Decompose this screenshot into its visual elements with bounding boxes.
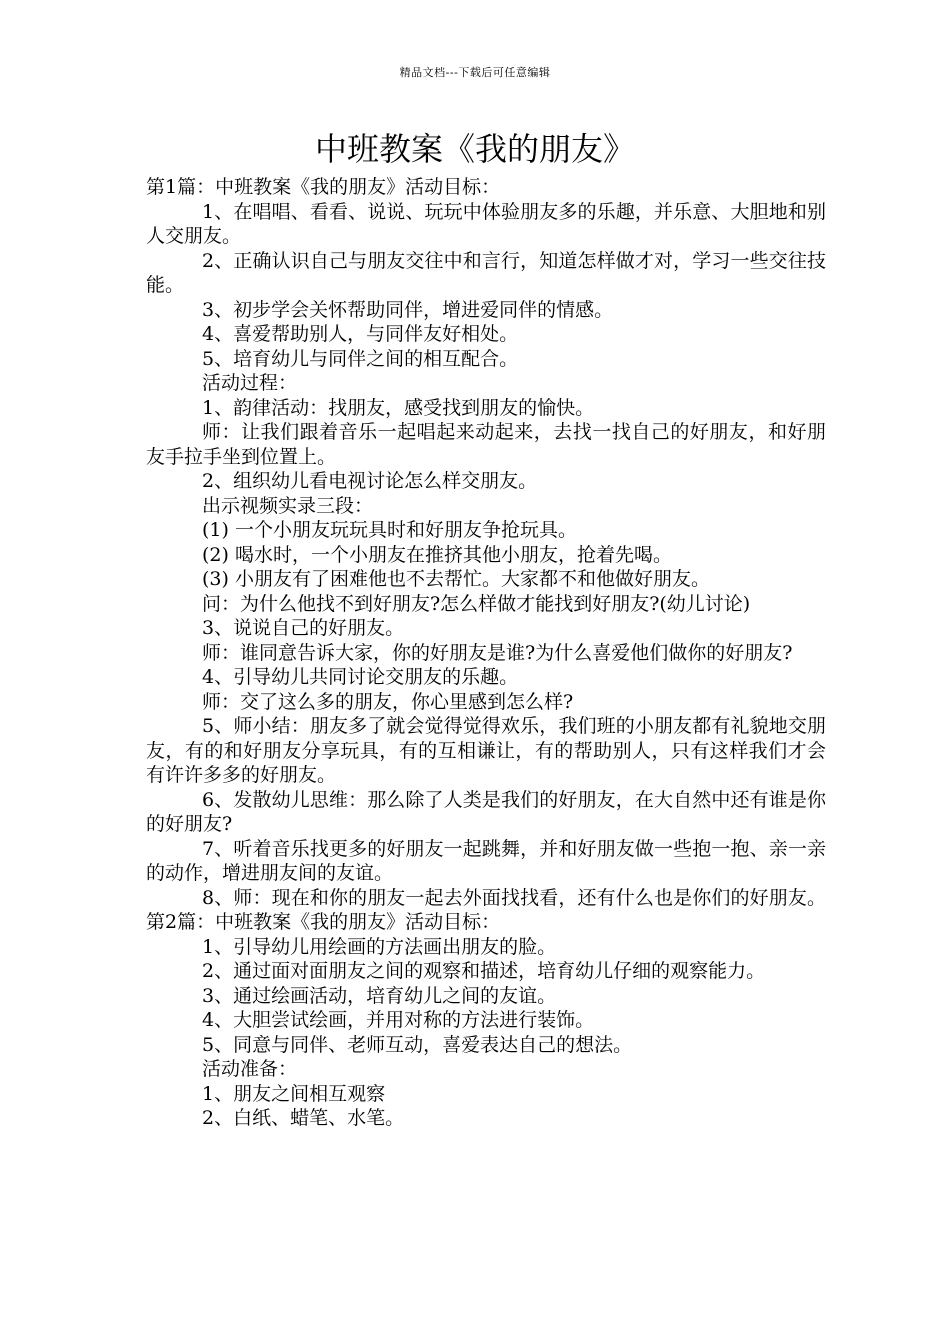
- paragraph: 活动过程：: [202, 372, 298, 394]
- paragraph: 1、朋友之间相互观察: [202, 1082, 386, 1105]
- paragraph: 出示视频实录三段：: [202, 494, 374, 517]
- paragraph: 2、白纸、蜡笔、水笔。: [202, 1107, 405, 1129]
- paragraph: 7、听着音乐找更多的好朋友一起跳舞，并和好朋友做一些抱一抱、亲一亲的动作，增进朋友间的友谊。: [146, 837, 826, 884]
- paragraph: 5、师小结：朋友多了就会觉得觉得欢乐，我们班的小朋友都有礼貌地交朋友，有的和好朋友分享玩具，有的互相谦让，有的帮助别人，只有这样我们才会有许许多多的好朋友。: [146, 715, 826, 786]
- paragraph: 3、初步学会关怀帮助同伴，增进爱同伴的情感。: [202, 298, 614, 321]
- paragraph: 第1篇：中班教案《我的朋友》活动目标：: [146, 176, 501, 198]
- paragraph: 4、喜爱帮助别人，与同伴友好相处。: [202, 323, 519, 345]
- paragraph: 师：谁同意告诉大家，你的好朋友是谁?为什么喜爱他们做你的好朋友?: [202, 641, 793, 664]
- paragraph: 2、通过面对面朋友之间的观察和描述，培育幼儿仔细的观察能力。: [202, 960, 766, 982]
- document-body: [146, 175, 826, 1131]
- paragraph: 问：为什么他找不到好朋友?怎么样做才能找到好朋友?(幼儿讨论): [202, 592, 751, 615]
- page-header: 精品文档---下载后可任意编辑: [399, 66, 551, 79]
- paragraph: 5、同意与同伴、老师互动，喜爱表达自己的想法。: [202, 1033, 633, 1056]
- paragraph: 4、大胆尝试绘画，并用对称的方法进行装饰。: [202, 1009, 595, 1031]
- paragraph: 师：交了这么多的朋友，你心里感到怎么样?: [202, 690, 574, 713]
- paragraph: 2、组织幼儿看电视讨论怎么样交朋友。: [202, 470, 538, 492]
- paragraph: 师：让我们跟着音乐一起唱起来动起来，去找一找自己的好朋友，和好朋友手拉手坐到位置上。: [146, 421, 826, 468]
- paragraph: 4、引导幼儿共同讨论交朋友的乐趣。: [202, 666, 519, 688]
- paragraph: 6、发散幼儿思维：那么除了人类是我们的好朋友，在大自然中还有谁是你的好朋友?: [146, 788, 826, 835]
- paragraph: 5、培育幼儿与同伴之间的相互配合。: [202, 347, 519, 370]
- paragraph: 活动准备：: [202, 1058, 298, 1080]
- paragraph: 2、正确认识自己与朋友交往中和言行，知道怎样做才对，学习一些交往技能。: [146, 249, 826, 296]
- paragraph: 3、通过绘画活动，培育幼儿之间的友谊。: [202, 984, 557, 1007]
- paragraph: 1、在唱唱、看看、说说、玩玩中体验朋友多的乐趣，并乐意、大胆地和别人交朋友。: [146, 200, 826, 247]
- paragraph: (1) 一个小朋友玩玩具时和好朋友争抢玩具。: [202, 519, 577, 541]
- paragraph: (2) 喝水时，一个小朋友在推挤其他小朋友，抢着先喝。: [202, 543, 672, 566]
- paragraph: 3、说说自己的好朋友。: [202, 617, 405, 639]
- paragraph: 1、韵律活动：找朋友，感受找到朋友的愉快。: [202, 396, 595, 419]
- document-title: 中班教案《我的朋友》: [314, 130, 635, 168]
- paragraph: (3) 小朋友有了困难他也不去帮忙。大家都不和他做好朋友。: [202, 568, 710, 590]
- paragraph: 1、引导幼儿用绘画的方法画出朋友的脸。: [202, 935, 557, 958]
- paragraph: 8、师：现在和你的朋友一起去外面找找看，还有什么也是你们的好朋友。第2篇：中班教案《我的朋友》活动目标：: [146, 886, 826, 933]
